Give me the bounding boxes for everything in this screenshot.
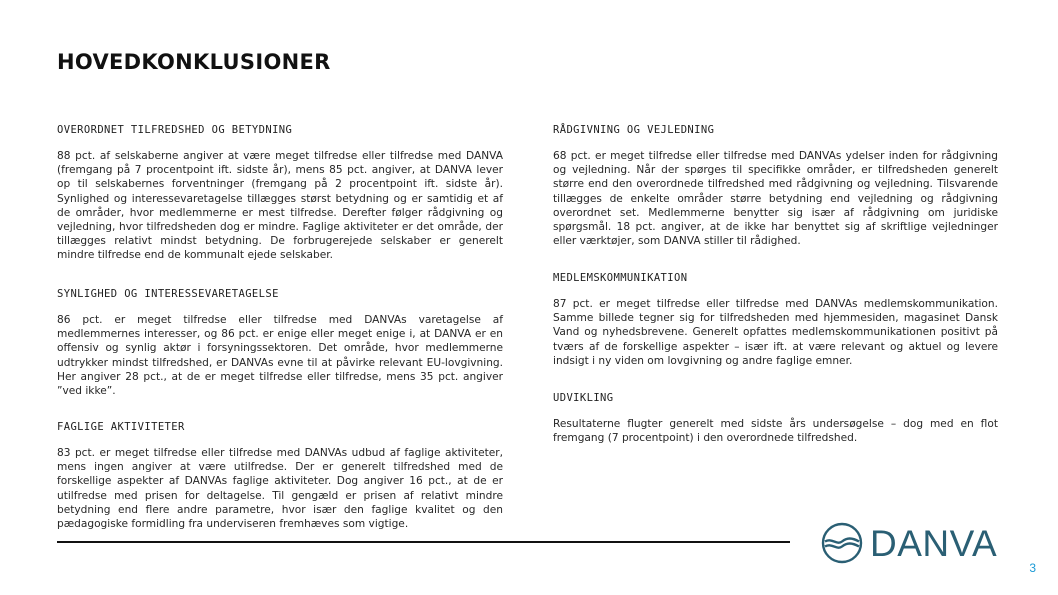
section-body: 87 pct. er meget tilfredse eller tilfredse med DANVAs medlemskommunikation. Samme billede tegner sig for tilfredsheden med hjemmesiden, magasinet Dansk Vand og nyhedsbrevene. Generelt opfattes medlemskommunikationen positivt på tværs af de forskellige aspekter – især ift. at være relevant og aktuel og levere indsigt i ny viden om lovgivning og andre faglige emner.	[553, 298, 998, 367]
section-heading: SYNLIGHED OG INTERESSEVARETAGELSE	[57, 288, 279, 300]
section-body: 68 pct. er meget tilfredse eller tilfredse med DANVAs ydelser inden for rådgivning og vejledning. Når der spørges til specifikke områder, er tilfredsheden generelt større end den overordnede tilfredshed med rådgivning og vejledning. Tilsvarende tillægges de enkelte områder større betydning end vejledning og rådgivning overordnet set. Medlemmerne benytter sig især af rådgivning om juridiske spørgsmål. 18 pct. angiver, at de ikke har benyttet sig af skriftlige vejledninger eller værktøjer, som DANVA stiller til rådighed.	[553, 150, 998, 248]
danva-wave-icon	[820, 521, 864, 565]
page-title: HOVEDKONKLUSIONER	[57, 50, 331, 74]
section-heading: MEDLEMSKOMMUNIKATION	[553, 272, 688, 284]
section-heading: FAGLIGE AKTIVITETER	[57, 421, 185, 433]
section-heading: RÅDGIVNING OG VEJLEDNING	[553, 124, 715, 136]
logo-text: DANVA	[870, 522, 998, 564]
section-overordnet-tilfredshed	[57, 124, 503, 263]
section-body: 86 pct. er meget tilfredse eller tilfredse med DANVAs varetagelse af medlemmernes interesser, og 86 pct. er enige eller meget enige i, at DANVA er en offensiv og synlig aktør i forsyningssektoren. Det område, hvor medlemmerne udtrykker mindst tilfredshed, er DANVAs evne til at påvirke relevant EU-lovgivning. Her angiver 28 pct., at de er meget tilfredse eller tilfredse, mens 35 pct. angiver ”ved ikke”.	[57, 314, 503, 398]
footer-divider	[57, 541, 790, 543]
section-udvikling	[553, 392, 998, 445]
section-medlemskommunikation	[553, 272, 998, 368]
section-faglige-aktiviteter	[57, 421, 503, 531]
section-heading: OVERORDNET TILFREDSHED OG BETYDNING	[57, 124, 293, 136]
section-synlighed	[57, 288, 503, 398]
section-body: Resultaterne flugter generelt med sidste års undersøgelse – dog med en flot fremgang (7 procentpoint) i den overordnede tilfredshed.	[553, 418, 998, 445]
section-raadgivning	[553, 124, 998, 248]
section-body: 83 pct. er meget tilfredse eller tilfredse med DANVAs udbud af faglige aktiviteter, mens ingen angiver at være utilfredse. Der er generelt tilfredshed med de forskellige aspekter af DANVAs faglige aktiviteter. Dog angiver 16 pct., at de er utilfredse med prisen for deltagelse. Til gengæld er prisen af relativt mindre betydning end flere andre parametre, hvor især den faglige kvalitet og den pædagogiske formidling fra underviseren fremhæves som vigtige.	[57, 447, 503, 531]
section-heading: UDVIKLING	[553, 392, 614, 404]
danva-logo	[820, 522, 1002, 564]
section-body: 88 pct. af selskaberne angiver at være meget tilfredse eller tilfredse med DANVA (fremgang på 7 procentpoint ift. sidste år), mens 85 pct. angiver, at DANVA lever op til selskabernes forventninger (fremgang på 2 procentpoint ift. sidste år). Synlighed og interessevaretagelse tillægges størst betydning og er samtidig et af de områder, hvor medlemmerne er mest tilfredse. Derefter følger rådgivning og vejledning, hvor tilfredsheden dog er mindre. Faglige aktiviteter er det område, der tillægges relativt mindst betydning. De forbrugerejede selskaber er generelt mindre tilfredse end de kommunalt ejede selskaber.	[57, 150, 503, 262]
page-number: 3	[1029, 561, 1036, 575]
